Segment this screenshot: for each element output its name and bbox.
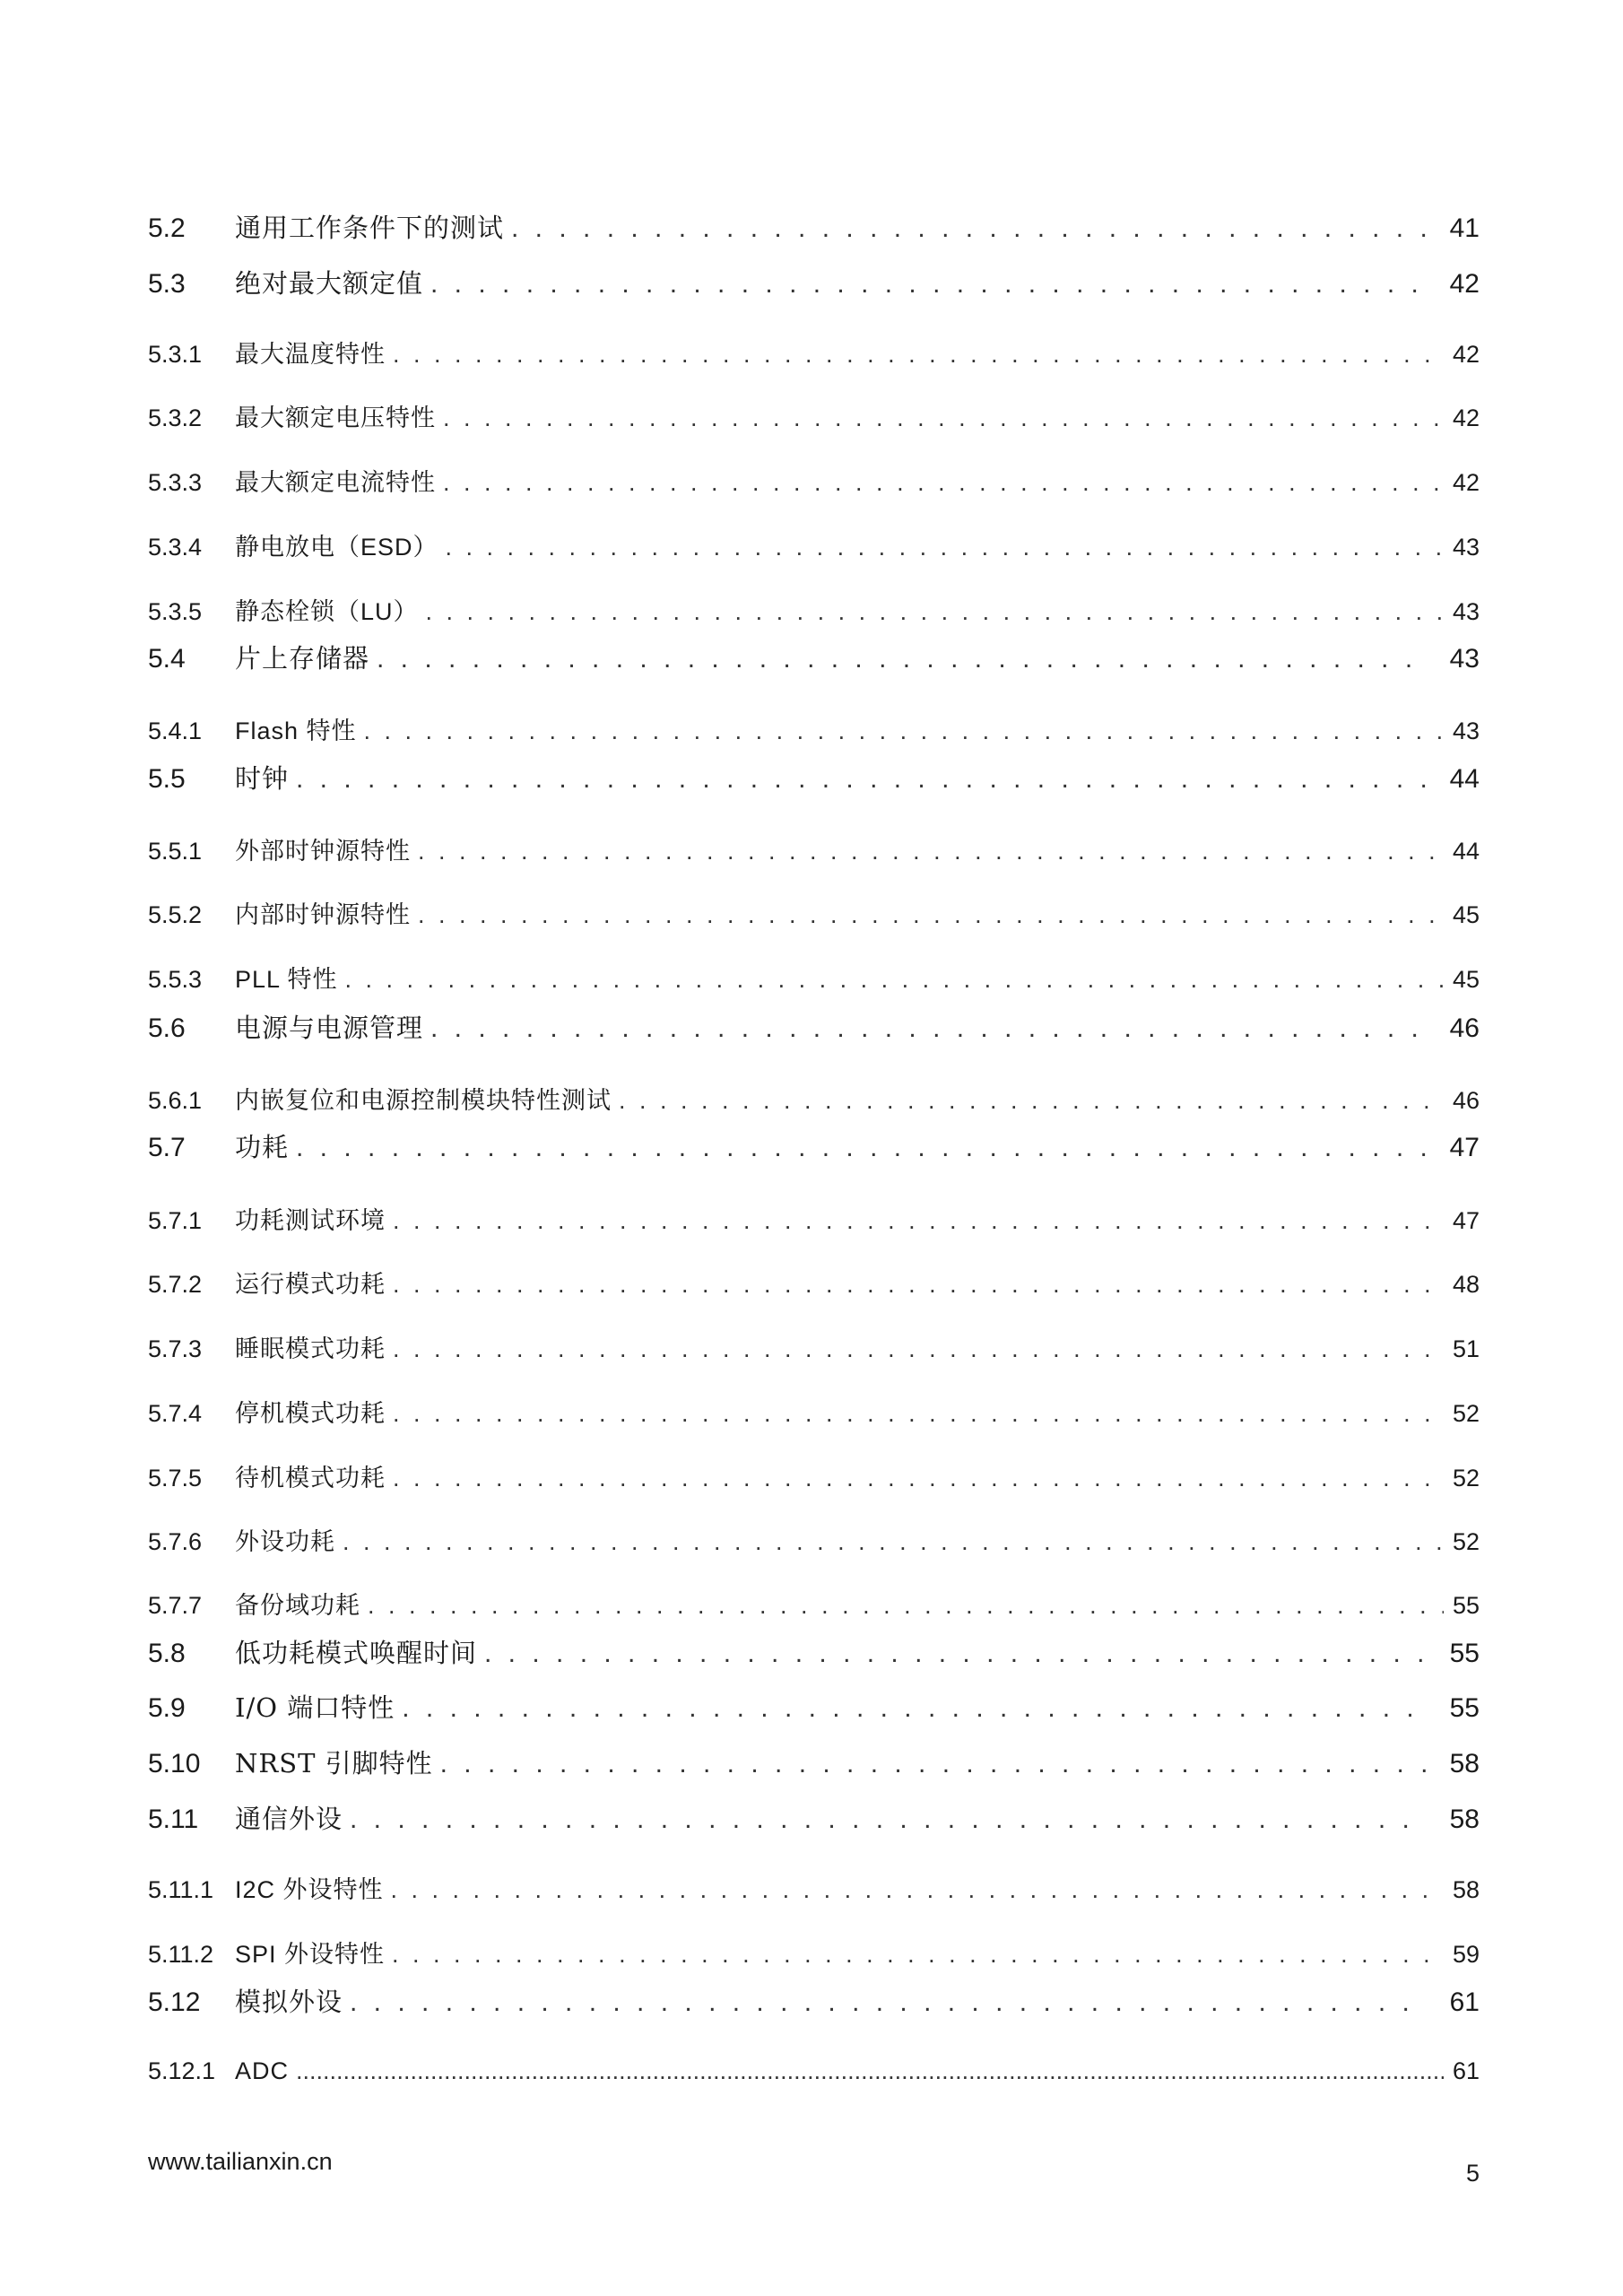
footer-website[interactable]: www.tailianxin.cn [148,2148,333,2175]
toc-entry-number: 5.3.1 [148,341,203,368]
toc-entry[interactable] [148,1458,1480,1493]
toc-entry-number: 5.3.2 [148,404,203,431]
toc-entry-number: 5.7.2 [148,1271,203,1298]
toc-entry-page: 43 [1452,534,1480,561]
toc-entry-number: 5.7.3 [148,1335,203,1362]
toc-entry-title: I2C 外设特性 [235,1876,384,1903]
toc-entry-title: 功耗 [235,1132,290,1162]
toc-entry-number: 5.7.7 [148,1592,203,1619]
toc-entry[interactable] [148,895,1480,930]
toc-entry-title: 待机模式功耗 [235,1465,386,1492]
toc-entry-number: 5.4.1 [148,718,203,744]
toc-dot-leader [511,213,1427,244]
toc-entry-number: 5.5.1 [148,838,203,865]
toc-dot-leader [350,1805,1427,1835]
toc-entry-title: 功耗测试环境 [235,1207,386,1234]
toc-entry-number: 5.9 [148,1693,186,1723]
toc-entry-title: 电源与电源管理 [235,1013,424,1043]
toc-entry-title: 停机模式功耗 [235,1400,386,1427]
toc-dot-leader [440,1749,1427,1779]
toc-entry[interactable] [148,398,1480,433]
toc-dot-leader [619,1087,1444,1115]
toc-entry-number: 5.6.1 [148,1087,203,1114]
toc-entry-page: 42 [1449,269,1480,299]
toc-dot-leader [446,534,1444,561]
toc-dot-leader [296,764,1427,795]
toc-entry-title: 备份域功耗 [235,1592,360,1619]
toc-entry-number: 5.7.5 [148,1465,203,1492]
toc-dot-leader [393,1271,1444,1299]
toc-dot-leader [364,718,1444,745]
toc-entry-number: 5.11 [148,1805,199,1834]
toc-entry[interactable] [148,639,1480,675]
toc-entry[interactable] [148,1394,1480,1429]
toc-entry-page: 51 [1452,1335,1480,1362]
toc-entry-page: 52 [1452,1465,1480,1492]
toc-entry[interactable] [148,527,1480,562]
toc-dot-leader [350,1987,1427,2018]
toc-entry[interactable] [148,1008,1480,1045]
toc-dot-leader [368,1592,1444,1620]
toc-entry-number: 5.11.2 [148,1941,214,1968]
toc-entry[interactable] [148,2057,1480,2085]
toc-entry-page: 58 [1449,1749,1480,1779]
toc-entry[interactable] [148,1265,1480,1300]
toc-entry-number: 5.2 [148,213,186,243]
toc-entry-title: NRST 引脚特性 [235,1748,433,1779]
toc-entry-number: 5.5.2 [148,901,203,928]
toc-dot-leader [430,1013,1427,1044]
toc-dot-leader [443,404,1444,432]
toc-entry-page: 52 [1452,1400,1480,1427]
toc-entry-number: 5.5 [148,764,186,794]
toc-dot-leader [296,2057,1444,2085]
toc-entry-page: 46 [1449,1013,1480,1043]
toc-entry-title: PLL 特性 [235,966,338,993]
toc-entry-title: I/O 端口特性 [235,1692,395,1723]
toc-entry-title: 片上存储器 [235,643,370,674]
footer-page-number: 5 [1465,2160,1480,2187]
toc-entry-page: 43 [1452,718,1480,744]
toc-entry-title: 内嵌复位和电源控制模块特性测试 [235,1087,612,1114]
toc-entry-title: 通用工作条件下的测试 [235,213,505,243]
toc-entry-page: 41 [1449,213,1480,243]
toc-dot-leader [484,1639,1427,1669]
toc-entry-title: 运行模式功耗 [235,1271,386,1298]
toc-dot-leader [393,1465,1444,1492]
toc-entry-page: 59 [1452,1941,1480,1968]
toc-entry-page: 44 [1449,764,1480,794]
toc-entry[interactable] [148,711,1480,746]
toc-dot-leader [418,838,1444,865]
toc-entry-page: 43 [1452,598,1480,625]
toc-entry-title: 内部时钟源特性 [235,901,411,928]
toc-dot-leader [393,341,1444,369]
toc-entry-number: 5.3.5 [148,598,203,625]
toc-dot-leader [343,1528,1444,1556]
toc-entry-number: 5.7.6 [148,1528,203,1555]
toc-entry[interactable] [148,1799,1480,1836]
toc-dot-leader [430,269,1427,300]
toc-entry-page: 55 [1449,1693,1480,1723]
toc-entry[interactable] [148,1201,1480,1236]
toc-entry[interactable] [148,1127,1480,1164]
toc-entry-title: 最大温度特性 [235,341,386,368]
toc-entry-number: 5.6 [148,1013,186,1043]
toc-entry[interactable] [148,1586,1480,1621]
toc-entry-page: 58 [1452,1876,1480,1903]
toc-entry-number: 5.3 [148,269,186,299]
toc-entry[interactable] [148,335,1480,370]
toc-entry-title: 时钟 [235,763,290,794]
toc-entry-title: 最大额定电流特性 [235,469,436,496]
toc-dot-leader [393,1400,1444,1428]
toc-entry[interactable] [148,759,1480,796]
toc-entry[interactable] [148,463,1480,498]
toc-entry-page: 45 [1452,901,1480,928]
toc-entry-page: 43 [1449,644,1480,674]
toc-entry[interactable] [148,1522,1480,1557]
toc-entry[interactable] [148,592,1480,627]
toc-entry[interactable] [148,1935,1480,1970]
toc-entry-number: 5.12 [148,1987,201,2017]
toc-dot-leader [393,1335,1444,1363]
toc-entry-title: ADC [235,2057,290,2084]
toc-entry-title: 最大额定电压特性 [235,404,436,431]
toc-entry[interactable] [148,1688,1480,1725]
toc-entry-number: 5.3.4 [148,534,203,561]
toc-entry-number: 5.5.3 [148,966,203,993]
toc-entry-title: SPI 外设特性 [235,1941,386,1968]
toc-entry-title: 静态栓锁（LU） [235,598,419,625]
toc-entry-number: 5.7 [148,1133,186,1162]
toc-entry[interactable] [148,1633,1480,1670]
toc-entry[interactable] [148,1870,1480,1905]
toc-entry[interactable] [148,1744,1480,1780]
toc-entry-number: 5.3.3 [148,469,203,496]
toc-entry-title: 外设功耗 [235,1528,335,1555]
toc-entry-page: 48 [1452,1271,1480,1298]
toc-entry-title: Flash 特性 [235,718,357,744]
toc-entry-page: 47 [1449,1133,1480,1162]
toc-dot-leader [392,1941,1444,1969]
toc-dot-leader [296,1133,1427,1163]
toc-dot-leader [418,901,1444,929]
toc-entry[interactable] [148,264,1480,300]
toc-entry[interactable] [148,1329,1480,1364]
toc-entry-page: 55 [1449,1639,1480,1668]
toc-entry[interactable] [148,1081,1480,1116]
toc-entry[interactable] [148,208,1480,245]
toc-entry-title: 静电放电（ESD） [235,534,438,561]
toc-entry-page: 42 [1452,469,1480,496]
toc-entry-title: 绝对最大额定值 [235,268,424,299]
toc-entry-number: 5.10 [148,1749,201,1779]
toc-entry[interactable] [148,831,1480,866]
toc-entry-page: 42 [1452,341,1480,368]
toc-entry-page: 44 [1452,838,1480,865]
toc-entry-page: 52 [1452,1528,1480,1555]
toc-dot-leader [345,966,1444,994]
toc-entry[interactable] [148,960,1480,995]
toc-entry-page: 61 [1452,2057,1480,2084]
toc-dot-leader [377,644,1427,674]
toc-entry-page: 47 [1452,1207,1480,1234]
toc-entry-title: 模拟外设 [235,1987,343,2017]
toc-entry-number: 5.7.1 [148,1207,203,1234]
toc-entry-title: 低功耗模式唤醒时间 [235,1638,478,1668]
toc-entry-page: 45 [1452,966,1480,993]
toc-entry-number: 5.8 [148,1639,186,1668]
toc-entry-page: 42 [1452,404,1480,431]
toc-entry-number: 5.4 [148,644,186,674]
toc-entry-page: 46 [1452,1087,1480,1114]
toc-entry-number: 5.12.1 [148,2057,216,2084]
toc-dot-leader [443,469,1444,497]
toc-dot-leader [426,598,1444,626]
toc-dot-leader [393,1207,1444,1235]
toc-entry-page: 58 [1449,1805,1480,1834]
toc-entry-page: 55 [1452,1592,1480,1619]
toc-entry-number: 5.7.4 [148,1400,203,1427]
toc-entry-page: 61 [1449,1987,1480,2017]
toc-entry-title: 通信外设 [235,1804,343,1834]
toc-entry[interactable] [148,1982,1480,2019]
toc-entry-title: 睡眠模式功耗 [235,1335,386,1362]
toc-dot-leader [391,1876,1444,1904]
toc-entry-number: 5.11.1 [148,1876,214,1903]
toc-dot-leader [402,1693,1426,1724]
toc-entry-title: 外部时钟源特性 [235,838,411,865]
